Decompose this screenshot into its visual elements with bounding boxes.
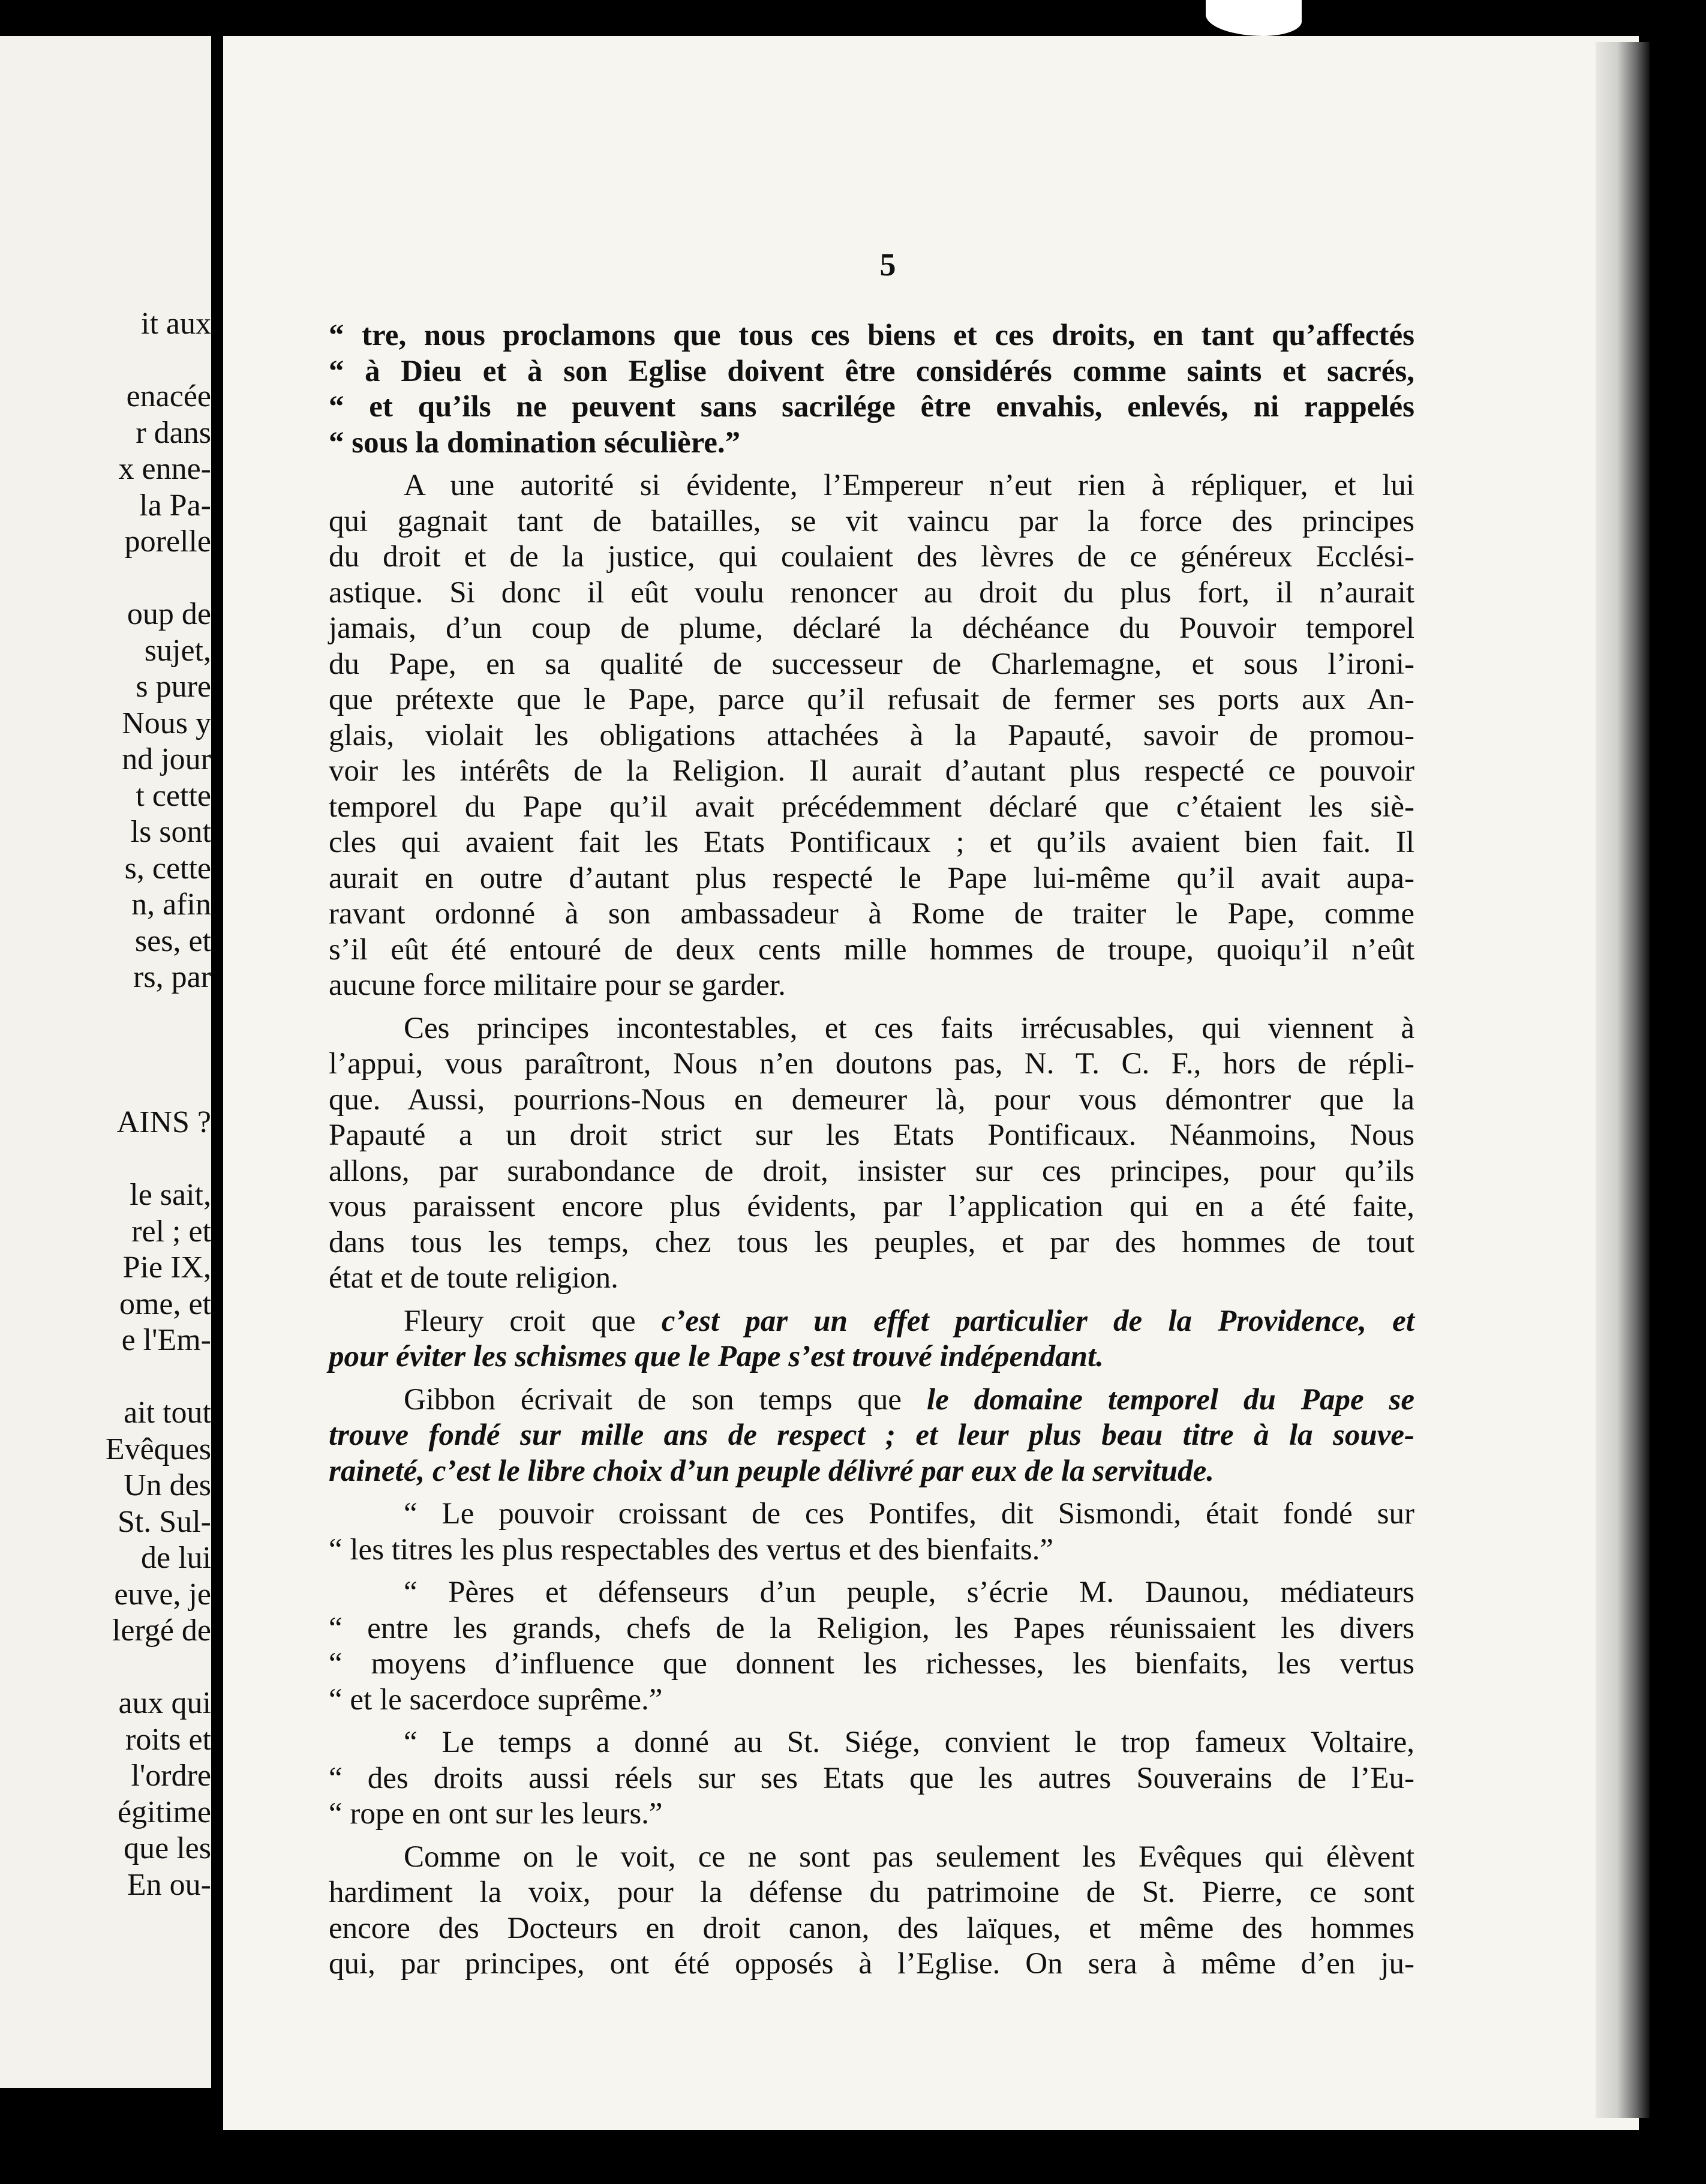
text-line: “ et le sacerdoce suprême.” bbox=[329, 1682, 663, 1717]
text-line: aucune force militaire pour se garder. bbox=[329, 968, 786, 1002]
page-edge bbox=[1596, 42, 1650, 2118]
text-line: vous paraissent encore plus évidents, par l’application qui en a été faite, bbox=[329, 1190, 1414, 1223]
left-page-line bbox=[0, 1069, 211, 1105]
left-page-line: égitime bbox=[118, 1795, 211, 1829]
left-page-line: Evêques bbox=[105, 1432, 211, 1466]
left-page-line: de lui bbox=[141, 1541, 211, 1575]
left-page-line: rel ; et bbox=[131, 1214, 211, 1249]
text-line bbox=[329, 1418, 1414, 1454]
left-page-line: lergé de bbox=[112, 1613, 211, 1648]
text-line: Comme on le voit, ce ne sont pas seulement les Evêques qui élèvent bbox=[404, 1840, 1414, 1874]
text-line: allons, par surabondance de droit, insister sur ces principes, pour qu’ils bbox=[329, 1154, 1414, 1188]
left-page-line bbox=[0, 560, 211, 597]
text-line: cles qui avaient fait les Etats Pontificaux ; et qu’ils avaient bien fait. Il bbox=[329, 826, 1414, 859]
text-line: jamais, d’un coup de plume, déclaré la déchéance du Pouvoir temporel bbox=[329, 611, 1414, 645]
left-page-line: x enne- bbox=[118, 452, 211, 486]
body-text bbox=[329, 318, 1414, 1982]
line-italic-part: trouve fondé sur mille ans de respect ; et leur plus beau titre à la souve- bbox=[329, 1418, 1414, 1452]
text-line: encore des Docteurs en droit canon, des laïques, et même des hommes bbox=[329, 1911, 1414, 1945]
left-page-line: euve, je bbox=[114, 1577, 211, 1612]
left-page-text bbox=[0, 306, 211, 1903]
left-page-line: la Pa- bbox=[139, 488, 211, 523]
text-line: du Pape, en sa qualité de successeur de Charlemagne, et sous l’ironi- bbox=[329, 647, 1414, 681]
left-page bbox=[0, 36, 211, 2088]
left-page-line: sujet, bbox=[144, 633, 211, 668]
text-line: A une autorité si évidente, l’Empereur n’eut rien à répliquer, et lui bbox=[404, 469, 1414, 502]
line-roman-part: Fleury croit que bbox=[404, 1304, 662, 1338]
text-line: “ rope en ont sur les leurs.” bbox=[329, 1797, 663, 1831]
left-page-line: que les bbox=[124, 1831, 211, 1865]
line-roman-part: Gibbon écrivait de son temps que bbox=[404, 1382, 927, 1417]
text-line: voir les intérêts de la Religion. Il aurait d’autant plus respecté ce pouvoir bbox=[329, 754, 1414, 788]
text-line: “ sous la domination séculière.” bbox=[329, 425, 741, 460]
line-italic-part: raineté, c’est le libre choix d’un peuple délivré par eux de la servitude. bbox=[329, 1454, 1214, 1488]
text-line: que prétexte que le Pape, parce qu’il refusait de fermer ses ports aux An- bbox=[329, 683, 1414, 716]
left-page-line: ses, et bbox=[134, 923, 211, 958]
text-line: “ Le pouvoir croissant de ces Pontifes, dit Sismondi, était fondé sur bbox=[404, 1497, 1414, 1531]
text-line: état et de toute religion. bbox=[329, 1261, 618, 1295]
text-line: Ces principes incontestables, et ces faits irrécusables, qui viennent à bbox=[404, 1011, 1414, 1045]
text-line: hardiment la voix, pour la défense du patrimoine de St. Pierre, ce sont bbox=[329, 1876, 1414, 1909]
text-line: qui gagnait tant de batailles, se vit vaincu par la force des principes bbox=[329, 504, 1414, 538]
text-line: “ et qu’ils ne peuvent sans sacrilége être envahis, enlevés, ni rappelés bbox=[329, 390, 1414, 424]
text-line: “ Le temps a donné au St. Siége, convient le trop fameux Voltaire, bbox=[404, 1726, 1414, 1759]
text-line: qui, par principes, ont été opposés à l’Eglise. On sera à même d’en ju- bbox=[329, 1947, 1414, 1981]
text-line: glais, violait les obligations attachées à la Papauté, savoir de promou- bbox=[329, 718, 1414, 752]
text-line: Papauté a un droit strict sur les Etats Pontificaux. Néanmoins, Nous bbox=[329, 1118, 1414, 1152]
left-page-line bbox=[0, 1649, 211, 1686]
text-line: s’il eût été entouré de deux cents mille hommes de troupe, quoiqu’il n’eût bbox=[329, 932, 1414, 967]
text-line: ravant ordonné à son ambassadeur à Rome de traiter le Pape, comme bbox=[329, 897, 1414, 931]
left-page-line: ait tout bbox=[124, 1396, 211, 1430]
left-page-line: s, cette bbox=[124, 851, 211, 886]
text-line: “ des droits aussi réels sur ses Etats que les autres Souverains de l’Eu- bbox=[329, 1761, 1414, 1795]
left-page-line bbox=[0, 1032, 211, 1069]
left-page-line: n, afin bbox=[131, 887, 211, 922]
left-page-line bbox=[0, 996, 211, 1033]
left-page-line: nd jour bbox=[122, 742, 211, 776]
left-page-line: s pure bbox=[136, 670, 211, 704]
text-line: aurait en outre d’autant plus respecté le Pape lui-même qu’il avait aupa- bbox=[329, 861, 1414, 895]
text-line: “ moyens d’influence que donnent les richesses, les bienfaits, les vertus bbox=[329, 1647, 1414, 1681]
text-line: dans tous les temps, chez tous les peuples, et par des hommes de tout bbox=[329, 1225, 1414, 1259]
left-page-line bbox=[0, 1141, 211, 1178]
left-page-line bbox=[0, 1359, 211, 1396]
text-line: “ tre, nous proclamons que tous ces biens et ces droits, en tant qu’affectés bbox=[329, 319, 1414, 352]
text-line: astique. Si donc il eût voulu renoncer au droit du plus fort, il n’aurait bbox=[329, 575, 1414, 610]
left-page-line: ls sont bbox=[130, 815, 211, 849]
text-line: du droit et de la justice, qui coulaient des lèvres de ce généreux Ecclési- bbox=[329, 540, 1414, 574]
left-page-line: oup de bbox=[127, 597, 211, 631]
left-page-line: e l'Em- bbox=[121, 1323, 211, 1357]
left-page-line bbox=[0, 343, 211, 379]
left-page-line: AINS ? bbox=[116, 1105, 211, 1139]
text-line: “ entre les grands, chefs de la Religion, les Papes réunissaient les divers bbox=[329, 1611, 1414, 1645]
text-line: temporel du Pape qu’il avait précédemment déclaré que c’étaient les siè- bbox=[329, 790, 1414, 824]
text-line bbox=[329, 1304, 1414, 1340]
page-number: 5 bbox=[879, 247, 896, 283]
left-page-line: aux qui bbox=[118, 1686, 211, 1720]
left-page-line: l'ordre bbox=[131, 1759, 211, 1793]
left-page-line: Un des bbox=[124, 1468, 211, 1502]
text-line bbox=[329, 1339, 1414, 1375]
text-line bbox=[329, 1382, 1414, 1418]
left-page-line: roits et bbox=[125, 1722, 211, 1757]
left-page-line: r dans bbox=[136, 415, 211, 450]
text-line: “ les titres les plus respectables des vertus et des bienfaits.” bbox=[329, 1532, 1054, 1567]
left-page-line: t cette bbox=[136, 778, 211, 813]
text-line: que. Aussi, pourrions-Nous en demeurer là, pour vous démontrer que la bbox=[329, 1082, 1414, 1117]
left-page-line: ome, et bbox=[119, 1286, 211, 1321]
left-page-line: Pie IX, bbox=[122, 1250, 211, 1285]
left-page-line: le sait, bbox=[130, 1178, 211, 1212]
text-line bbox=[329, 1454, 1414, 1490]
text-line: l’appui, vous paraîtront, Nous n’en doutons pas, N. T. C. F., hors de répli- bbox=[329, 1047, 1414, 1081]
left-page-line: enacée bbox=[126, 379, 211, 413]
left-page-line: porelle bbox=[124, 524, 211, 559]
left-page-line: En ou- bbox=[127, 1867, 211, 1902]
text-line: “ à Dieu et à son Eglise doivent être considérés comme saints et sacrés, bbox=[329, 354, 1414, 388]
left-page-line: St. Sul- bbox=[117, 1504, 211, 1539]
text-line: “ Pères et défenseurs d’un peuple, s’écrie M. Daunou, médiateurs bbox=[404, 1576, 1414, 1609]
left-page-line: Nous y bbox=[122, 706, 211, 740]
line-italic-part: le domaine temporel du Pape se bbox=[926, 1382, 1414, 1417]
line-italic-part: pour éviter les schismes que le Pape s’est trouvé indépendant. bbox=[329, 1340, 1104, 1373]
left-page-line: rs, par bbox=[133, 960, 211, 994]
left-page-line: it aux bbox=[141, 307, 211, 341]
line-italic-part: c’est par un effet particulier de la Providence, et bbox=[661, 1304, 1414, 1338]
paper-scuff bbox=[1206, 0, 1302, 36]
